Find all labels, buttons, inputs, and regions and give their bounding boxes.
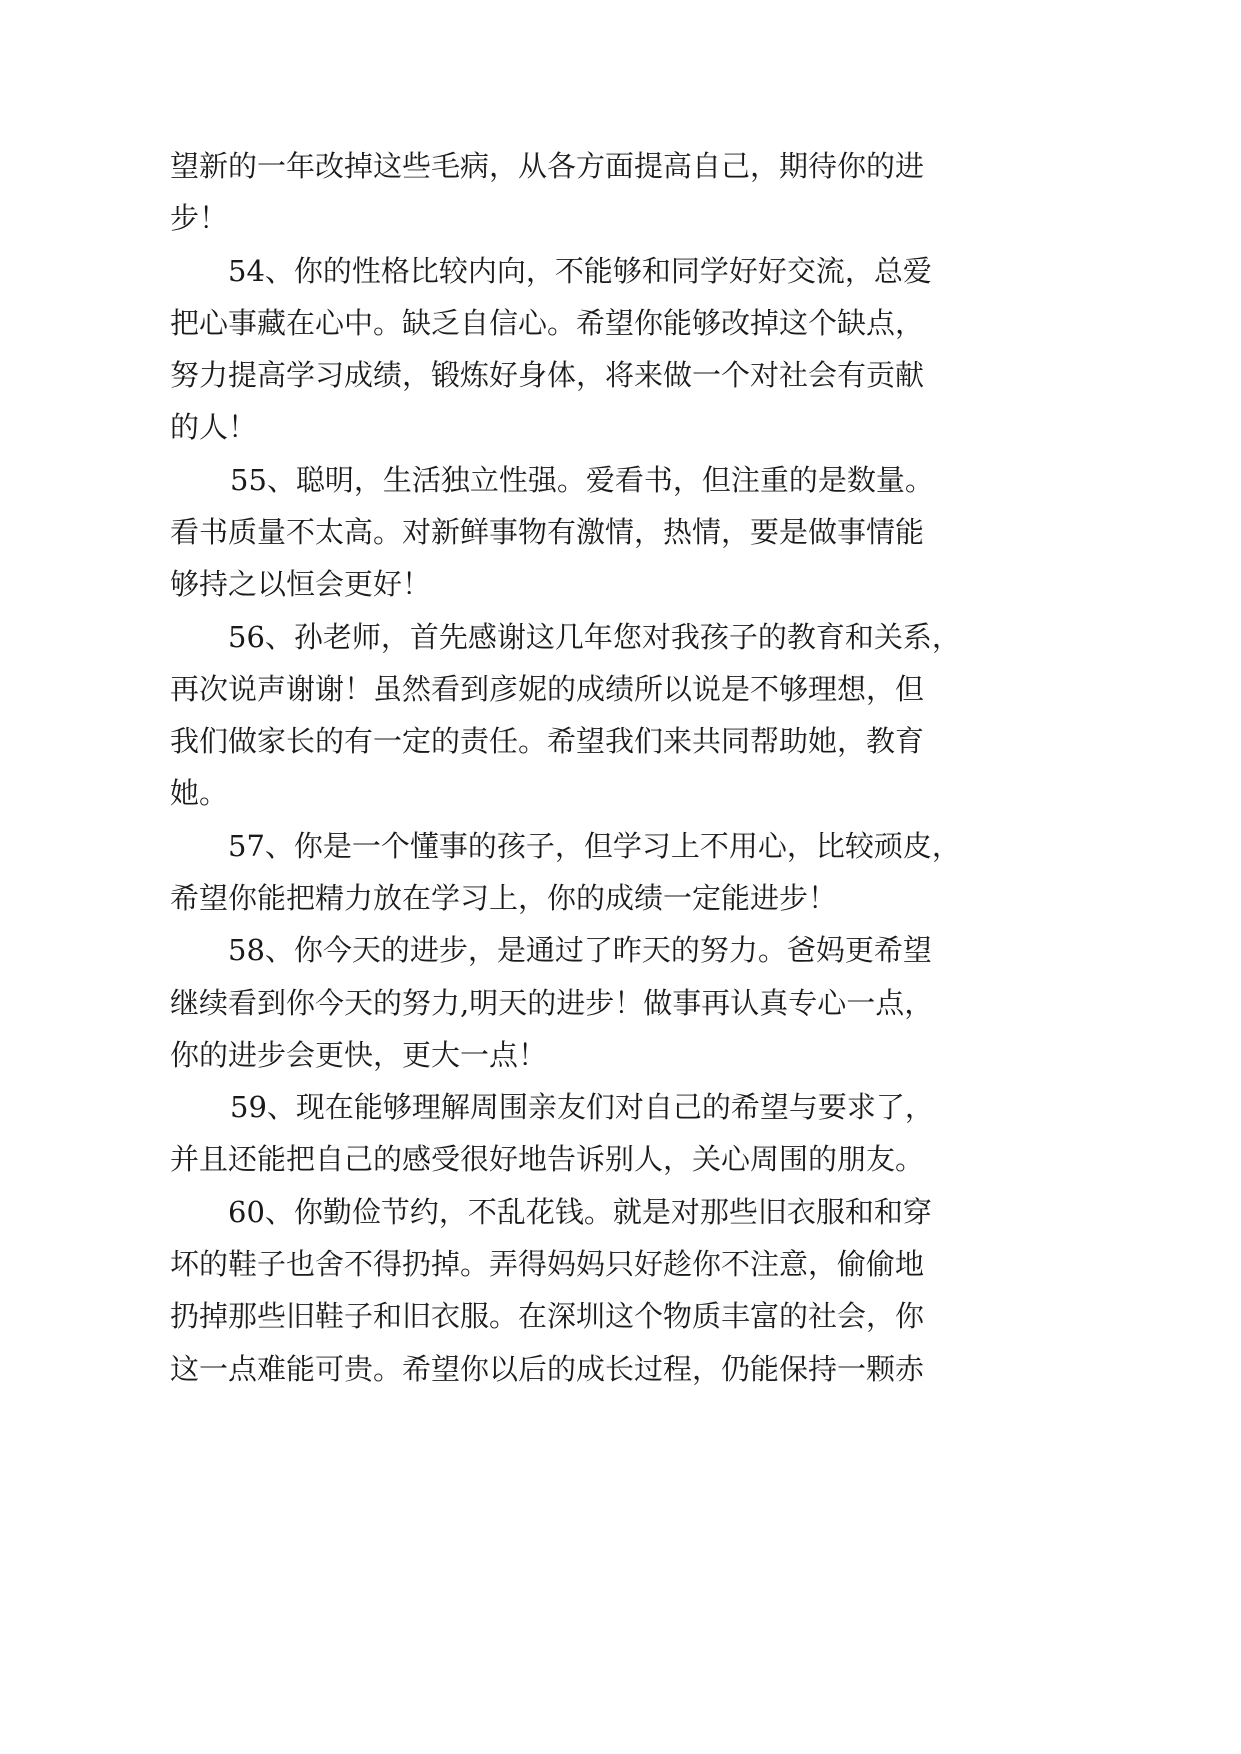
line-text: 她。	[170, 776, 229, 810]
line-text: 的人！	[170, 410, 258, 444]
line-text: 努力提高学习成绩，锻炼好身体，将来做一个对社会有贡献	[170, 358, 925, 392]
text-line	[0, 460, 1241, 500]
line-text: 56、孙老师，首先感谢这几年您对我孩子的教育和关系，	[228, 620, 961, 654]
text-line	[0, 983, 1241, 1023]
text-line	[0, 146, 1241, 186]
text-line	[0, 303, 1241, 343]
text-line	[0, 669, 1241, 709]
text-line	[0, 1296, 1241, 1336]
text-line	[0, 930, 1241, 970]
text-line	[0, 773, 1241, 813]
text-line	[0, 721, 1241, 761]
text-line	[0, 1192, 1241, 1232]
line-text: 够持之以恒会更好！	[170, 567, 432, 601]
text-line	[0, 1349, 1241, 1389]
line-text: 望新的一年改掉这些毛病，从各方面提高自己，期待你的进	[170, 149, 925, 183]
line-text: 60、你勤俭节约，不乱花钱。就是对那些旧衣服和和穿	[228, 1195, 932, 1229]
line-text: 55、聪明，生活独立性强。爱看书，但注重的是数量。	[230, 463, 934, 497]
line-text: 把心事藏在心中。缺乏自信心。希望你能够改掉这个缺点，	[170, 306, 925, 340]
text-line	[0, 1139, 1241, 1179]
line-text: 57、你是一个懂事的孩子，但学习上不用心，比较顽皮，	[228, 829, 961, 863]
text-line	[0, 878, 1241, 918]
text-line	[0, 617, 1241, 657]
text-line	[0, 251, 1241, 291]
line-text: 我们做家长的有一定的责任。希望我们来共同帮助她，教育	[170, 724, 925, 758]
line-text: 继续看到你今天的努力,明天的进步！做事再认真专心一点，	[170, 986, 934, 1020]
line-text: 扔掉那些旧鞋子和旧衣服。在深圳这个物质丰富的社会，你	[170, 1299, 925, 1333]
line-text: 坏的鞋子也舍不得扔掉。弄得妈妈只好趁你不注意，偷偷地	[170, 1247, 925, 1281]
text-line	[0, 407, 1241, 447]
text-line	[0, 826, 1241, 866]
line-text: 再次说声谢谢！虽然看到彦妮的成绩所以说是不够理想，但	[170, 672, 925, 706]
text-line	[0, 564, 1241, 604]
line-text: 步！	[170, 201, 229, 235]
line-text: 59、现在能够理解周围亲友们对自己的希望与要求了，	[230, 1090, 934, 1124]
line-text: 看书质量不太高。对新鲜事物有激情，热情，要是做事情能	[170, 515, 925, 549]
text-line	[0, 1087, 1241, 1127]
line-text: 希望你能把精力放在学习上，你的成绩一定能进步！	[170, 881, 838, 915]
line-text: 你的进步会更快，更大一点！	[170, 1038, 548, 1072]
text-line	[0, 355, 1241, 395]
line-text: 并且还能把自己的感受很好地告诉别人，关心周围的朋友。	[170, 1142, 925, 1176]
line-text: 58、你今天的进步，是通过了昨天的努力。爸妈更希望	[228, 933, 932, 967]
line-text: 这一点难能可贵。希望你以后的成长过程，仍能保持一颗赤	[170, 1352, 925, 1386]
text-line	[0, 512, 1241, 552]
text-line	[0, 1244, 1241, 1284]
text-line	[0, 198, 1241, 238]
line-text: 54、你的性格比较内向，不能够和同学好好交流，总爱	[228, 254, 932, 288]
text-line	[0, 1035, 1241, 1075]
